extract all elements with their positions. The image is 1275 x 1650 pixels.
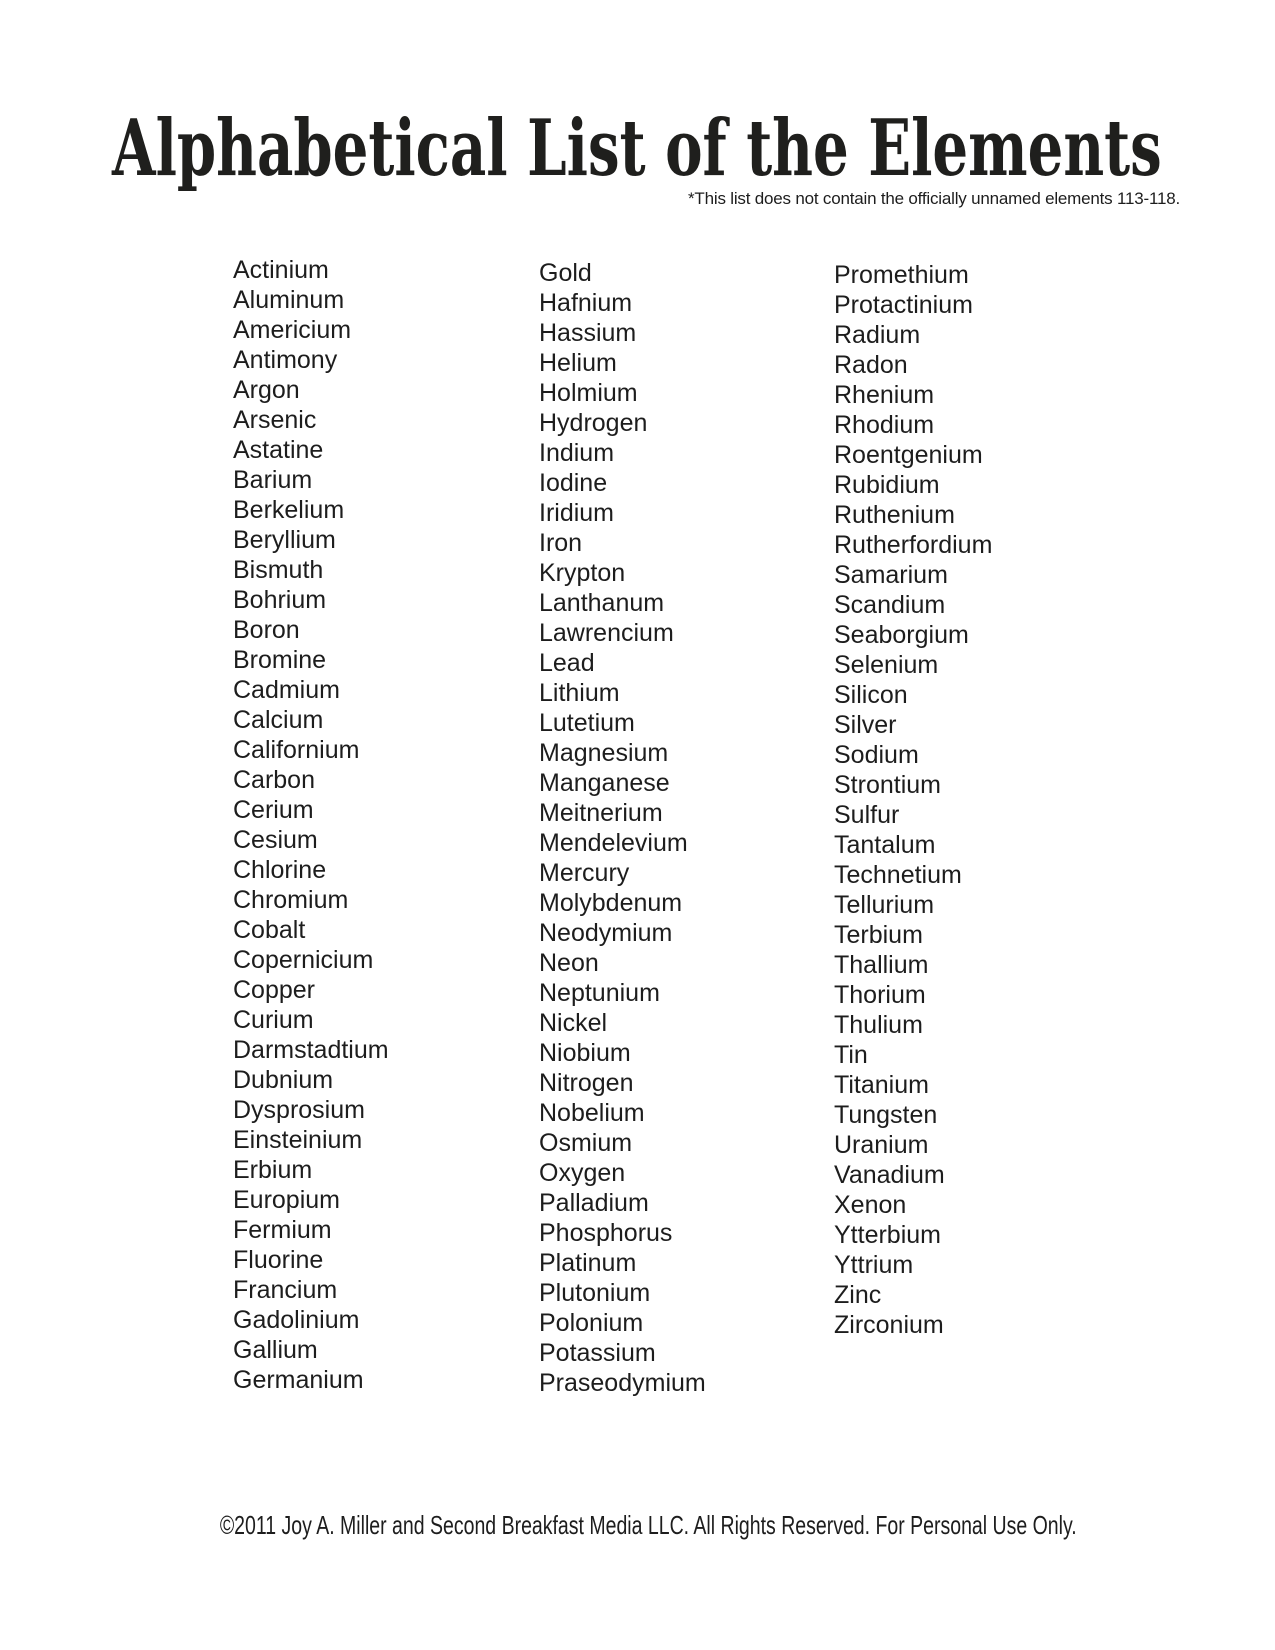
element-item: Nitrogen <box>539 1069 634 1097</box>
element-item: Zirconium <box>834 1311 944 1339</box>
element-item: Cerium <box>233 796 314 824</box>
element-item: Holmium <box>539 379 638 407</box>
element-item: Hassium <box>539 319 637 347</box>
element-item: Zinc <box>834 1281 882 1309</box>
element-item: Rhodium <box>834 411 935 439</box>
element-item: Nobelium <box>539 1099 645 1127</box>
element-item: Silver <box>834 711 897 739</box>
element-item: Strontium <box>834 771 941 799</box>
element-item: Antimony <box>233 346 338 374</box>
element-item: Nickel <box>539 1009 608 1037</box>
element-item: Lanthanum <box>539 589 665 617</box>
element-item: Phosphorus <box>539 1219 673 1247</box>
element-item: Molybdenum <box>539 889 683 917</box>
element-item: Plutonium <box>539 1279 651 1307</box>
element-item: Radium <box>834 321 921 349</box>
element-item: Iron <box>539 529 583 557</box>
element-item: Curium <box>233 1006 314 1034</box>
element-item: Actinium <box>233 256 329 284</box>
element-item: Chromium <box>233 886 349 914</box>
page-title <box>112 103 1275 194</box>
element-item: Polonium <box>539 1309 644 1337</box>
element-item: Indium <box>539 439 615 467</box>
element-item: Lead <box>539 649 595 677</box>
element-item: Samarium <box>834 561 948 589</box>
copyright-footer <box>21 1512 1275 1538</box>
element-item: Cobalt <box>233 916 306 944</box>
element-item: Krypton <box>539 559 626 587</box>
element-item: Chlorine <box>233 856 327 884</box>
element-item: Thulium <box>834 1011 923 1039</box>
element-item: Bromine <box>233 646 327 674</box>
elements-column-2 <box>539 258 706 1398</box>
element-item: Technetium <box>834 861 962 889</box>
element-item: Niobium <box>539 1039 631 1067</box>
element-item: Tin <box>834 1041 868 1069</box>
element-item: Europium <box>233 1186 340 1214</box>
element-item: Meitnerium <box>539 799 663 827</box>
element-item: Lutetium <box>539 709 635 737</box>
element-item: Potassium <box>539 1339 656 1367</box>
subtitle-note: *This list does not contain the officially unnamed elements 113-118. <box>688 189 1180 208</box>
element-item: Boron <box>233 616 300 644</box>
element-item: Sulfur <box>834 801 900 829</box>
element-item: Bohrium <box>233 586 327 614</box>
element-item: Francium <box>233 1276 338 1304</box>
element-item: Scandium <box>834 591 946 619</box>
element-item: Cadmium <box>233 676 340 704</box>
element-item: Palladium <box>539 1189 649 1217</box>
element-item: Dubnium <box>233 1066 334 1094</box>
element-item: Neodymium <box>539 919 673 947</box>
element-item: Seaborgium <box>834 621 969 649</box>
element-item: Ytterbium <box>834 1221 941 1249</box>
element-item: Copernicium <box>233 946 374 974</box>
element-item: Terbium <box>834 921 923 949</box>
element-item: Helium <box>539 349 617 377</box>
element-item: Hydrogen <box>539 409 648 437</box>
element-item: Yttrium <box>834 1251 914 1279</box>
element-item: Platinum <box>539 1249 637 1277</box>
element-item: Praseodymium <box>539 1369 706 1397</box>
element-item: Rhenium <box>834 381 935 409</box>
element-item: Gadolinium <box>233 1306 360 1334</box>
element-item: Manganese <box>539 769 670 797</box>
element-item: Vanadium <box>834 1161 945 1189</box>
element-item: Tellurium <box>834 891 935 919</box>
element-item: Osmium <box>539 1129 633 1157</box>
element-item: Californium <box>233 736 360 764</box>
element-item: Mendelevium <box>539 829 688 857</box>
element-item: Barium <box>233 466 313 494</box>
element-item: Titanium <box>834 1071 929 1099</box>
element-item: Promethium <box>834 261 969 289</box>
element-item: Selenium <box>834 651 939 679</box>
elements-column-1 <box>233 255 389 1395</box>
element-item: Thallium <box>834 951 929 979</box>
element-item: Roentgenium <box>834 441 983 469</box>
element-item: Sodium <box>834 741 919 769</box>
element-item: Radon <box>834 351 908 379</box>
element-item: Fluorine <box>233 1246 324 1274</box>
element-item: Neon <box>539 949 599 977</box>
element-item: Berkelium <box>233 496 345 524</box>
element-item: Rutherfordium <box>834 531 993 559</box>
element-item: Lithium <box>539 679 620 707</box>
element-item: Arsenic <box>233 406 317 434</box>
copyright-text: ©2011 Joy A. Miller and Second Breakfast Media LLC. All Rights Reserved. For Personal Use Only. <box>219 1510 1077 1540</box>
element-item: Americium <box>233 316 352 344</box>
element-item: Lawrencium <box>539 619 674 647</box>
elements-column-3 <box>834 260 992 1340</box>
element-item: Xenon <box>834 1191 907 1219</box>
element-item: Fermium <box>233 1216 332 1244</box>
element-item: Gold <box>539 259 592 287</box>
element-item: Gallium <box>233 1336 318 1364</box>
element-item: Beryllium <box>233 526 336 554</box>
element-item: Aluminum <box>233 286 345 314</box>
element-item: Iodine <box>539 469 608 497</box>
element-item: Tantalum <box>834 831 936 859</box>
element-item: Einsteinium <box>233 1126 363 1154</box>
element-item: Calcium <box>233 706 324 734</box>
element-item: Magnesium <box>539 739 669 767</box>
element-item: Thorium <box>834 981 926 1009</box>
element-item: Copper <box>233 976 315 1004</box>
element-item: Cesium <box>233 826 318 854</box>
element-item: Iridium <box>539 499 615 527</box>
page-title-text: Alphabetical List of the Elements <box>112 103 1162 194</box>
element-item: Ruthenium <box>834 501 955 529</box>
element-item: Bismuth <box>233 556 324 584</box>
element-item: Argon <box>233 376 300 404</box>
element-item: Germanium <box>233 1366 364 1394</box>
element-item: Darmstadtium <box>233 1036 389 1064</box>
element-item: Mercury <box>539 859 630 887</box>
element-item: Carbon <box>233 766 315 794</box>
element-item: Neptunium <box>539 979 660 1007</box>
element-item: Dysprosium <box>233 1096 365 1124</box>
element-item: Oxygen <box>539 1159 626 1187</box>
element-item: Rubidium <box>834 471 940 499</box>
element-item: Hafnium <box>539 289 633 317</box>
element-item: Uranium <box>834 1131 929 1159</box>
element-item: Silicon <box>834 681 908 709</box>
element-item: Astatine <box>233 436 324 464</box>
element-item: Erbium <box>233 1156 313 1184</box>
element-item: Protactinium <box>834 291 973 319</box>
element-item: Tungsten <box>834 1101 938 1129</box>
